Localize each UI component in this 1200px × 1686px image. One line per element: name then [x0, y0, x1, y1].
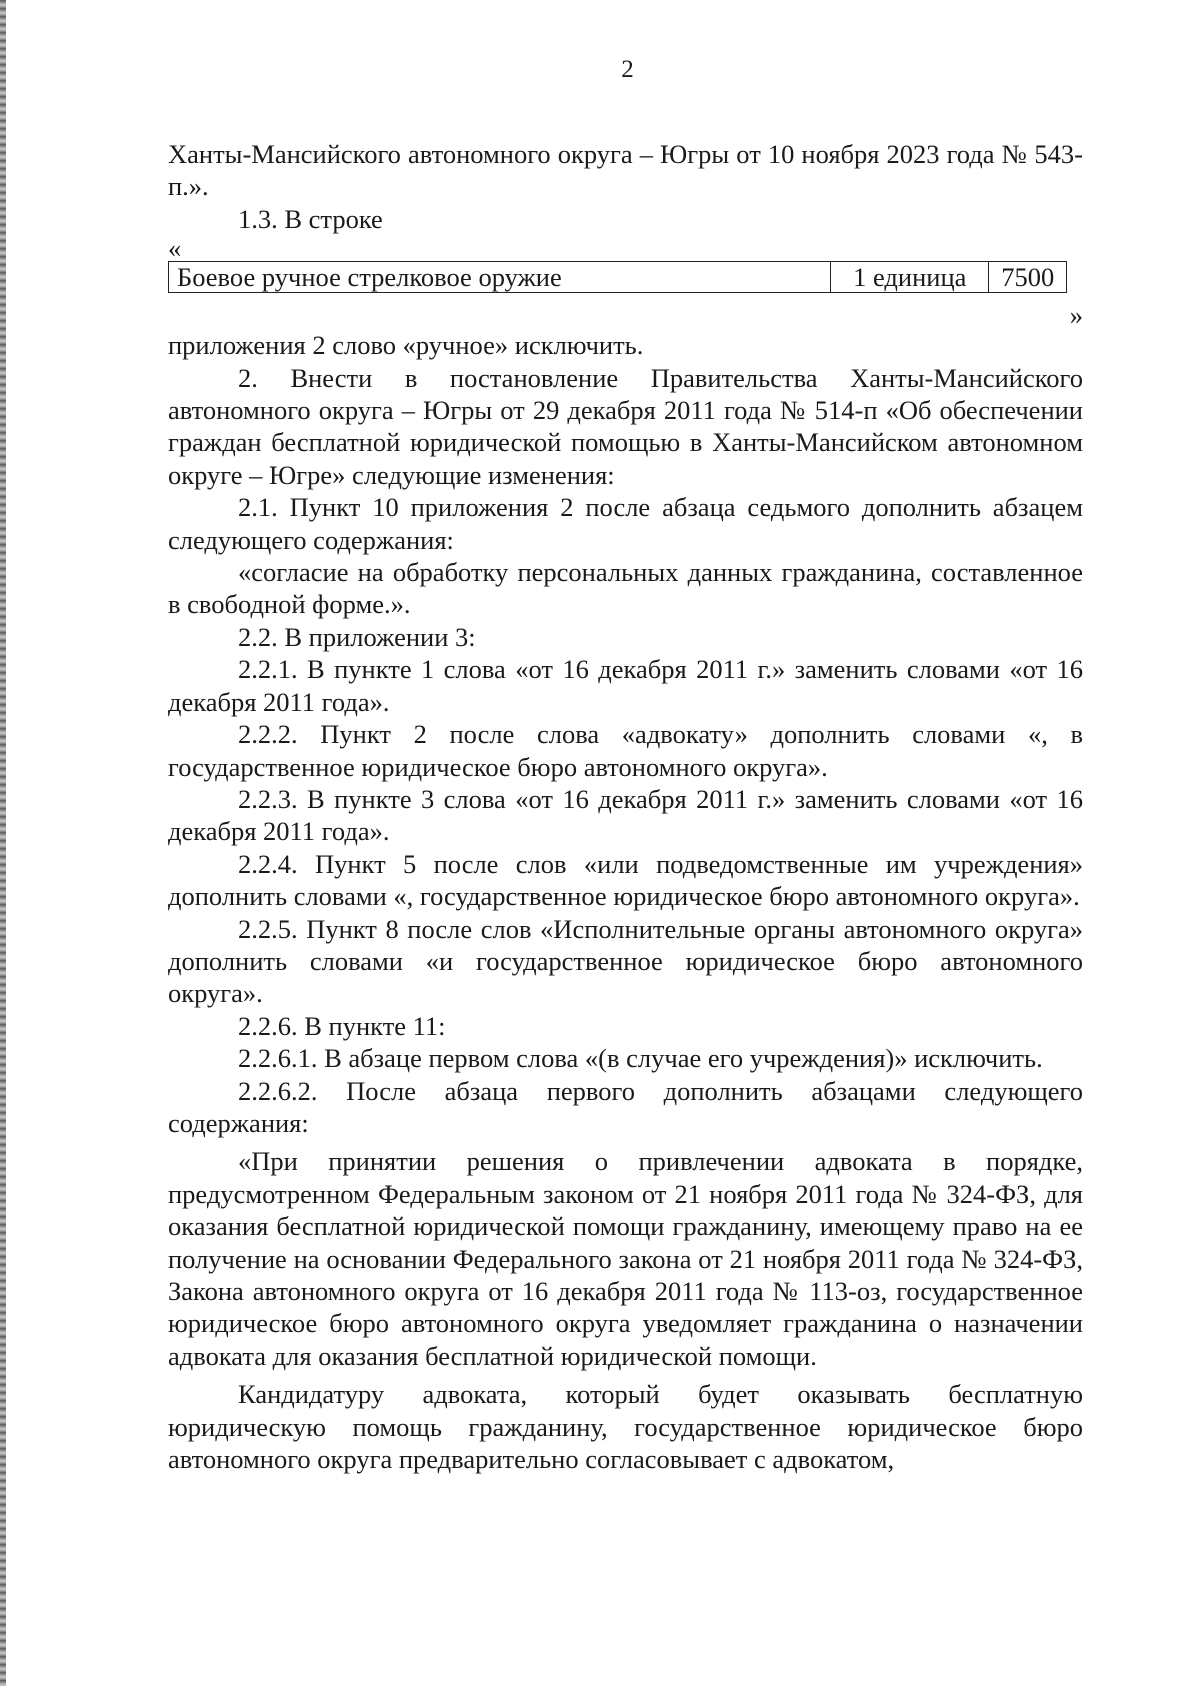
quote-open-mark: « — [168, 233, 182, 264]
paragraph: 2.2.6.1. В абзаце первом слова «(в случае его учреждения)» исключить. — [238, 1043, 1043, 1074]
paragraph: 2. Внести в постановление Правительства Ханты-Мансийского автономного округа – Югры от 29 декабря 2011 года № 514-п «Об обеспечении граждан бесплатной юридической помощью в Ханты-Мансийском автономном округе – Югре» следующие изменения: — [168, 362, 1083, 490]
paragraph: 2.2.2. Пункт 2 после слова «адвокату» дополнить словами «, в государственное юридическое бюро автономного округа». — [168, 719, 1083, 782]
table-cell-value: 7500 — [989, 262, 1067, 293]
table-cell-name: Боевое ручное стрелковое оружие — [169, 262, 831, 293]
paragraph: 2.2.6.2. После абзаца первого дополнить абзацами следующего содержания: — [168, 1075, 1083, 1138]
page-number: 2 — [621, 56, 634, 83]
paragraph: «согласие на обработку персональных данных гражданина, составленное в свободной форме.». — [168, 557, 1083, 620]
quote-close-mark: » — [1069, 300, 1083, 331]
paragraph: Ханты-Мансийского автономного округа – Югры от 10 ноября 2023 года № 543-п.». — [168, 139, 1083, 202]
paragraph: 2.2.4. Пункт 5 после слов «или подведомственные им учреждения» дополнить словами «, государственное юридическое бюро автономного округа». — [168, 848, 1083, 912]
paragraph: 2.1. Пункт 10 приложения 2 после абзаца седьмого дополнить абзацем следующего содержания: — [168, 492, 1083, 555]
paragraph: 2.2.3. В пункте 3 слова «от 16 декабря 2011 г.» заменить словами «от 16 декабря 2011 года». — [168, 783, 1083, 847]
table-cell-quantity: 1 единица — [831, 262, 989, 293]
quoted-table-row — [168, 261, 1067, 293]
scan-edge — [0, 0, 6, 1686]
paragraph: «При принятии решения о привлечении адвоката в порядке, предусмотренном Федеральным законом от 21 ноября 2011 года № 324-ФЗ, для оказания бесплатной юридической помощи гражданину, имеющему право на ее получение на основании Федерального закона от 21 ноября 2011 года № 324-ФЗ, Закона автономного округа от 16 декабря 2011 года № 113-оз, государственное юридическое бюро автономного округа уведомляет гражданина о назначении адвоката для оказания бесплатной юридической помощи. — [168, 1146, 1083, 1371]
paragraph: 2.2.1. В пункте 1 слова «от 16 декабря 2011 г.» заменить словами «от 16 декабря 2011 года». — [168, 654, 1083, 717]
paragraph: 2.2.5. Пункт 8 после слов «Исполнительные органы автономного округа» дополнить словами «и государственное юридическое бюро автономного округа». — [168, 913, 1083, 1009]
paragraph: 1.3. В строке — [238, 203, 383, 234]
paragraph: 2.2. В приложении 3: — [238, 621, 476, 652]
document-body — [168, 138, 1083, 1475]
table-row — [169, 262, 1067, 293]
paragraph: Кандидатуру адвоката, который будет оказывать бесплатную юридическую помощь гражданину, государственное юридическое бюро автономного округа предварительно согласовывает с адвокатом, — [168, 1379, 1083, 1475]
paragraph: 2.2.6. В пункте 11: — [238, 1010, 446, 1041]
paragraph: приложения 2 слово «ручное» исключить. — [168, 330, 644, 361]
